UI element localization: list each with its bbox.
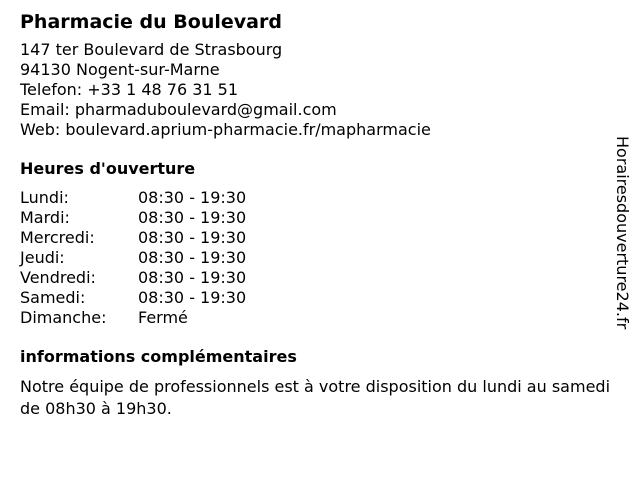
time-range: 08:30 - 19:30 xyxy=(138,268,247,287)
hours-row-jeudi xyxy=(20,248,610,268)
day-label: Mardi: xyxy=(20,208,70,227)
phone-number[interactable]: Telefon: +33 1 48 76 31 51 xyxy=(20,80,239,99)
email-address[interactable]: Email: pharmaduboulevard@gmail.com xyxy=(20,100,337,119)
hours-row-samedi xyxy=(20,288,610,308)
time-range: 08:30 - 19:30 xyxy=(138,188,247,207)
hours-row-lundi xyxy=(20,188,610,208)
pharmacy-card xyxy=(20,8,610,420)
address-line-2: 94130 Nogent-sur-Marne xyxy=(20,60,220,79)
time-range: 08:30 - 19:30 xyxy=(138,228,247,247)
day-label: Dimanche: xyxy=(20,308,107,327)
hours-row-vendredi xyxy=(20,268,610,288)
address-line-1: 147 ter Boulevard de Strasbourg xyxy=(20,40,283,59)
hours-row-dimanche xyxy=(20,308,610,328)
day-label: Jeudi: xyxy=(20,248,65,267)
hours-table xyxy=(20,188,610,328)
hours-row-mercredi xyxy=(20,228,610,248)
day-label: Samedi: xyxy=(20,288,86,307)
time-range: 08:30 - 19:30 xyxy=(138,248,247,267)
hours-row-mardi xyxy=(20,208,610,228)
website-link[interactable]: Web: boulevard.aprium-pharmacie.fr/mapharmacie xyxy=(20,120,431,139)
hours-heading: Heures d'ouverture xyxy=(20,159,196,178)
info-text: Notre équipe de professionnels est à votre disposition du lundi au samedi de 08h30 à 19h30. xyxy=(20,377,611,418)
pharmacy-name: Pharmacie du Boulevard xyxy=(20,11,282,33)
time-range: 08:30 - 19:30 xyxy=(138,288,247,307)
time-range: 08:30 - 19:30 xyxy=(138,208,247,227)
day-label: Mercredi: xyxy=(20,228,95,247)
site-brand-vertical: Horairesdouverture24.fr xyxy=(613,136,632,330)
info-heading: informations complémentaires xyxy=(20,347,297,366)
day-label: Lundi: xyxy=(20,188,69,207)
time-range: Fermé xyxy=(138,308,188,327)
day-label: Vendredi: xyxy=(20,268,96,287)
